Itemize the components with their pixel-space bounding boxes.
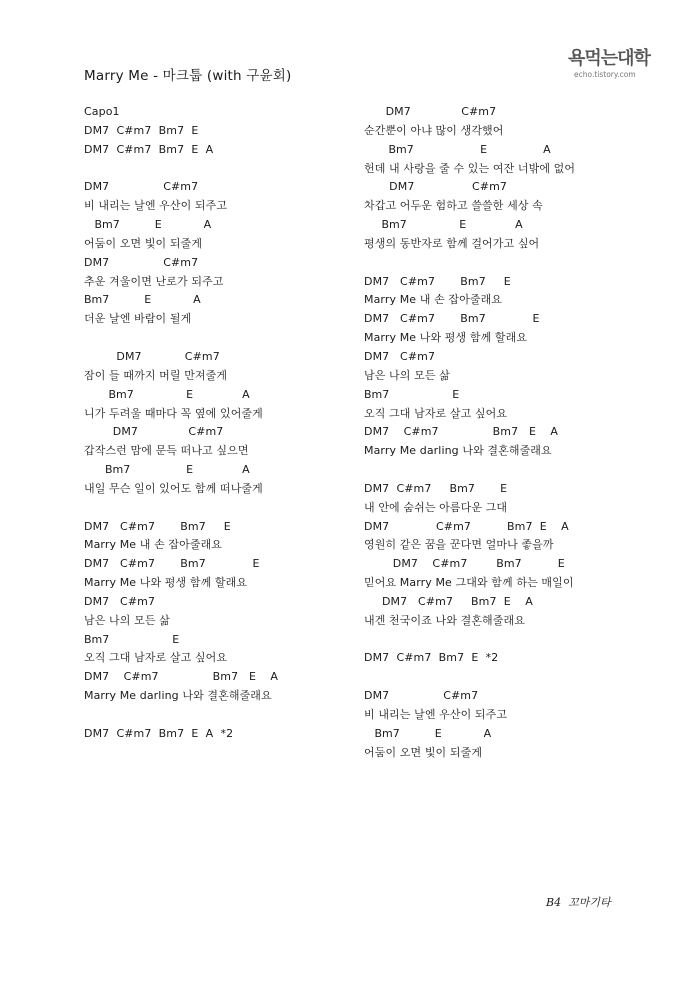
blank-line (364, 461, 664, 480)
lyric-line: DM7 C#m7 (84, 255, 199, 269)
lyric-line: DM7 C#m7 Bm7 E A (364, 425, 559, 439)
lyric-line: Marry Me darling 나와 결혼해줄래요 (84, 689, 272, 703)
blank-line (364, 254, 664, 273)
lyric-line: DM7 C#m7 (84, 180, 199, 194)
lyric-line: 영원히 같은 꿈을 꾼다면 얼마나 좋을까 (364, 538, 554, 552)
lyric-line: 비 내리는 날엔 우산이 되주고 (364, 708, 508, 721)
lyric-line: DM7 C#m7 (364, 689, 479, 703)
lyric-line: 추운 겨울이면 난로가 되주고 (84, 274, 224, 288)
lyric-line: DM7 C#m7 Bm7 E A *2 (84, 726, 234, 740)
lyric-line: 남은 나의 모든 삶 (84, 613, 170, 627)
lyric-line: Marry Me darling 나와 결혼해줄래요 (364, 444, 552, 458)
lyric-line: DM7 C#m7 Bm7 E (84, 519, 231, 533)
lyric-line: 차갑고 어두운 험하고 쓸쓸한 세상 속 (364, 199, 543, 213)
lyric-line: 더운 날엔 바람이 될게 (84, 312, 192, 326)
lyric-line: DM7 C#m7 Bm7 E (84, 557, 260, 571)
lyric-line: 평생의 동반자로 함께 걸어가고 싶어 (364, 236, 540, 250)
lyric-line: 갑작스런 맘에 문득 떠나고 싶으면 (84, 444, 249, 458)
chord-line: Bm7 E (84, 632, 180, 646)
lyric-line: Capo1 (84, 105, 120, 118)
lyric-line: DM7 C#m7 Bm7 E A (364, 594, 533, 608)
signature: B4 꼬마기타 (546, 896, 611, 909)
lyric-line: DM7 C#m7 (364, 105, 497, 118)
lyric-line: DM7 C#m7 Bm7 E A (84, 142, 214, 156)
lyric-line: 내겐 천국이죠 나와 결혼해줄래요 (364, 613, 525, 627)
lyric-line: DM7 C#m7 (84, 349, 220, 363)
lyric-line: DM7 C#m7 Bm7 E (364, 481, 508, 495)
lyric-line: 니가 두려울 때마다 꼭 옆에 있어줄게 (84, 406, 263, 420)
watermark-logo (568, 48, 668, 92)
lyric-line: DM7 C#m7 Bm7 E (364, 557, 565, 571)
lyric-line: 비 내리는 날엔 우산이 되주고 (84, 199, 228, 213)
chord-line: Bm7 E A (364, 218, 523, 232)
lyric-line: DM7 C#m7 (84, 594, 156, 608)
chord-line: Bm7 E A (84, 293, 201, 307)
lyric-line: 어둠이 오면 빛이 되줄게 (84, 236, 203, 250)
lyric-line: 순간뿐이 아냐 많이 생각했어 (364, 123, 504, 137)
lyric-line: Marry Me 나와 평생 함께 할래요 (364, 331, 528, 345)
chord-line: Bm7 E A (84, 463, 250, 477)
chord-line: Bm7 E (364, 387, 460, 401)
right-column (364, 103, 664, 763)
lyric-line: DM7 C#m7 Bm7 E (84, 123, 199, 137)
lyric-line: DM7 C#m7 Bm7 E (364, 274, 511, 288)
watermark-main-text: 욕먹는대학 (568, 48, 650, 69)
blank-line (84, 499, 384, 518)
lyric-line: DM7 C#m7 Bm7 E *2 (364, 651, 499, 665)
blank-line (84, 160, 384, 179)
lyric-line: 남은 나의 모든 삶 (364, 368, 450, 382)
blank-line (84, 329, 384, 348)
watermark-url: echo.tistory.com (574, 70, 636, 79)
lyric-line: DM7 C#m7 Bm7 E A (84, 670, 279, 684)
lyric-line: 오직 그대 남자로 살고 싶어요 (364, 406, 508, 420)
blank-line (364, 668, 664, 687)
blank-line (364, 631, 664, 650)
lyric-line: Marry Me 나와 평생 함께 할래요 (84, 576, 248, 590)
lyric-line: 잠이 들 때까지 머릴 만져줄게 (84, 368, 228, 382)
lyric-line: DM7 C#m7 (84, 425, 224, 439)
lyric-line: Marry Me 내 손 잡아줄래요 (84, 538, 223, 552)
lyric-line: 믿어요 Marry Me 그대와 함께 하는 매일이 (364, 576, 574, 590)
lyric-line: 헌데 내 사랑을 줄 수 있는 여잔 너밖에 없어 (364, 161, 576, 175)
chord-line: Bm7 E A (84, 218, 212, 232)
lyric-line: DM7 C#m7 Bm7 E A (364, 519, 569, 533)
chord-line: Bm7 E A (364, 726, 492, 740)
lyric-line: DM7 C#m7 Bm7 E (364, 312, 540, 326)
left-column (84, 103, 384, 744)
lyric-line: 내일 무슨 일이 있어도 함께 떠나줄게 (84, 481, 263, 495)
blank-line (84, 706, 384, 725)
lyric-line: 어둠이 오면 빛이 되줄게 (364, 745, 483, 759)
lyric-line: 내 안에 숨쉬는 아름다운 그대 (364, 500, 508, 514)
lyric-line: DM7 C#m7 (364, 349, 436, 363)
lyric-line: 오직 그대 남자로 살고 싶어요 (84, 651, 228, 665)
chord-line: Bm7 E A (364, 142, 551, 156)
chord-line: Bm7 E A (84, 387, 250, 401)
lyric-line: DM7 C#m7 (364, 180, 507, 194)
lyric-line: Marry Me 내 손 잡아줄래요 (364, 293, 503, 307)
song-title: Marry Me - 마크툽 (with 구윤회) (84, 68, 292, 84)
